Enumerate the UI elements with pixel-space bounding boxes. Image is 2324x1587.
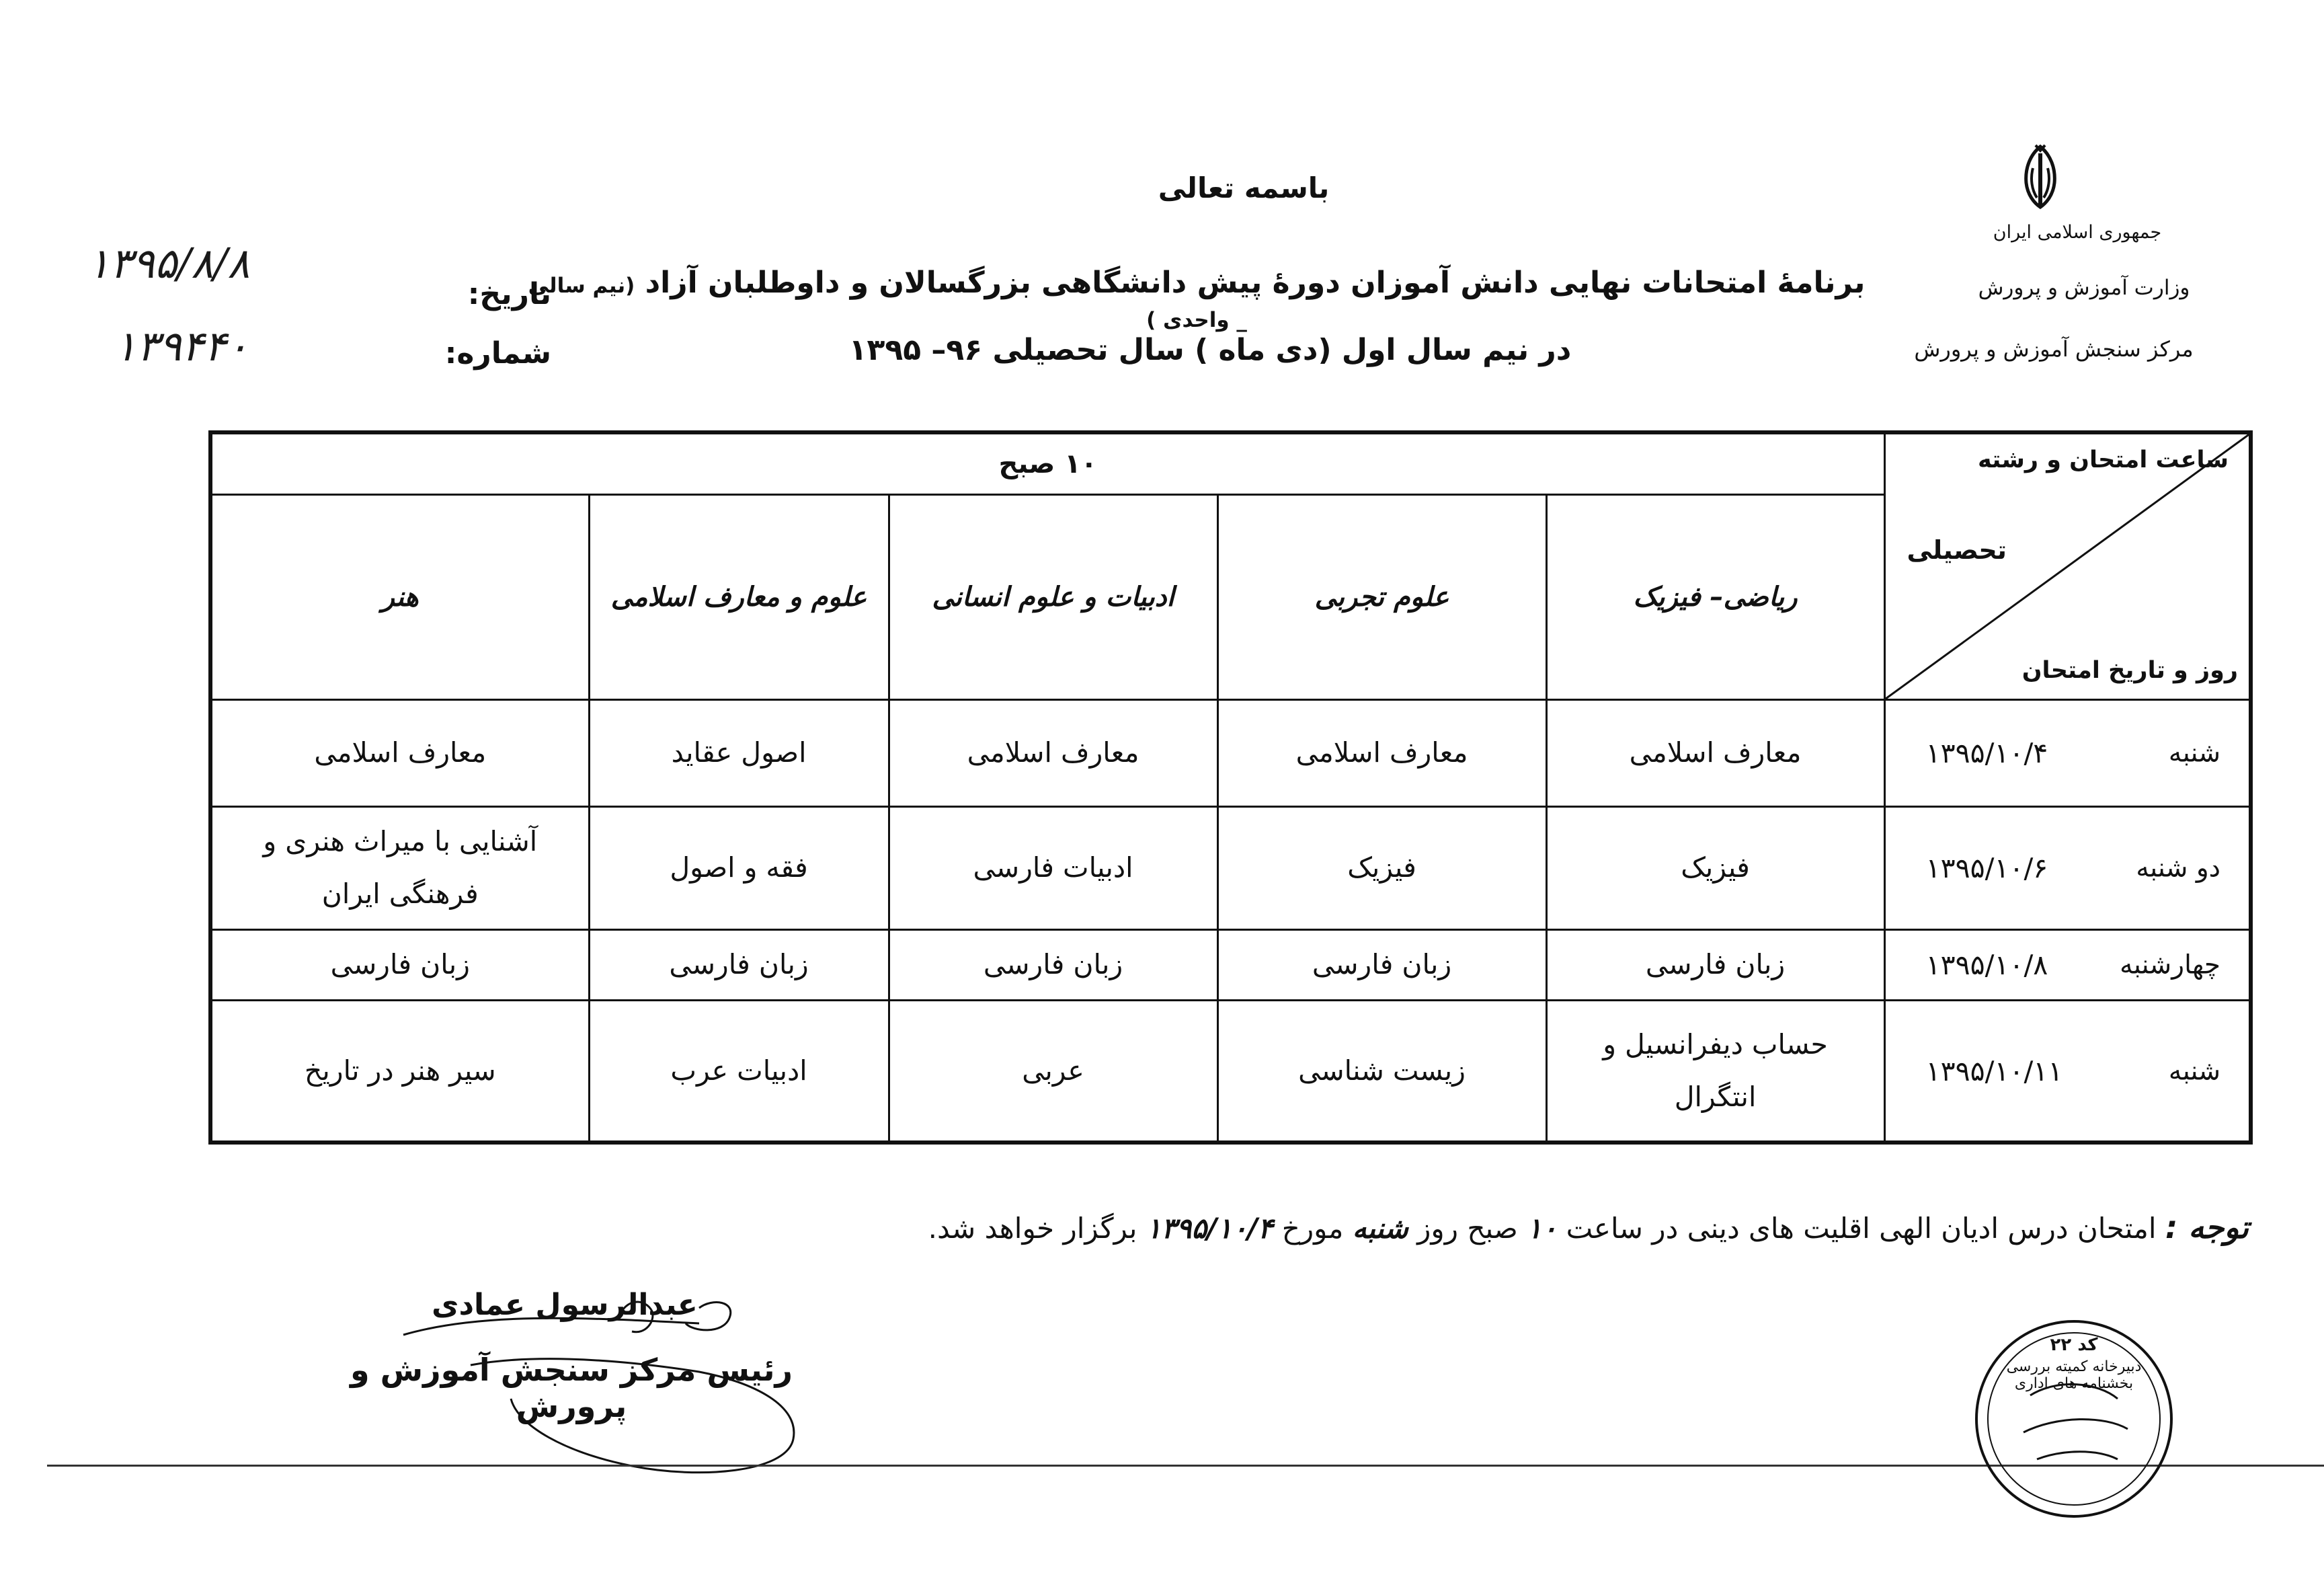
subject-cell: حساب دیفرانسیل و انتگرال [1546, 1001, 1884, 1143]
exam-day: چهارشنبه [2120, 950, 2221, 980]
bismillah: باسمه تعالی [1158, 171, 1330, 204]
exam-day: شنبه [2168, 738, 2221, 769]
subject-cell: معارف اسلامی [1546, 700, 1884, 807]
subject-cell: زبان فارسی [589, 929, 889, 1001]
iran-emblem-icon [2010, 141, 2071, 215]
subject-cell: سیر هنر در تاریخ [210, 1001, 589, 1143]
signer-title: رئیس مرکز سنجش آموزش و پرورش [350, 1352, 793, 1424]
number-label: شماره: [444, 336, 551, 371]
day-date-cell [1884, 700, 2251, 807]
date-label: تاریخ: [467, 277, 551, 311]
day-date-cell [1884, 1001, 2251, 1143]
subject-cell: اصول عقاید [589, 700, 889, 807]
table-row [210, 929, 2251, 1001]
subject-cell: آشنایی با میراث هنری و فرهنگی ایران [210, 806, 589, 929]
exam-date: ۱۳۹۵/۱۰/۶ [1925, 851, 2048, 884]
center-name: مرکز سنجش آموزش و پرورش [1914, 336, 2194, 362]
subject-cell: زبان فارسی [1546, 929, 1884, 1001]
major-header: هنر [210, 495, 589, 700]
gov-title: جمهوری اسلامی ایران [1993, 222, 2162, 243]
title-main: برنامۀ امتحانات نهایی دانش آموزان دورۀ پیش دانشگاهی بزرگسالان و داوطلبان آزاد [645, 266, 1866, 300]
date-value: ۱۳۹۵/۸/۸ [87, 239, 250, 288]
page-subtitle: در نیم سال اول (دی ماه ) سال تحصیلی ۹۶– ۱۳۹۵ [848, 333, 1572, 367]
note-hour: ۱۰ [1527, 1212, 1558, 1245]
subject-cell: زیست شناسی [1217, 1001, 1546, 1143]
subject-cell: معارف اسلامی [1217, 700, 1546, 807]
stamp-code: کد ۲۲ [2050, 1335, 2098, 1355]
note-date: ۱۳۹۵/۱۰/۴ [1146, 1212, 1273, 1245]
subject-cell: زبان فارسی [210, 929, 589, 1001]
signer-name: عبدالرسول عمادی [432, 1288, 698, 1322]
subject-cell: فیزیک [1217, 806, 1546, 929]
table-corner-header [1884, 432, 2251, 700]
ministry-name: وزارت آموزش و پرورش [1978, 276, 2190, 300]
exam-date: ۱۳۹۵/۱۰/۴ [1925, 736, 2048, 769]
subject-cell: زبان فارسی [1217, 929, 1546, 1001]
exam-day: شنبه [2168, 1056, 2221, 1087]
major-header: علوم تجربی [1217, 495, 1546, 700]
major-header: ریاضی– فیزیک [1546, 495, 1884, 700]
note-text-c: مورخ [1281, 1212, 1344, 1245]
note-day: شنبه [1352, 1212, 1408, 1245]
day-date-cell [1884, 806, 2251, 929]
day-date-cell [1884, 929, 2251, 1001]
major-header: علوم و معارف اسلامی [589, 495, 889, 700]
exam-date: ۱۳۹۵/۱۰/۸ [1925, 949, 2048, 982]
note-text-b: صبح روز [1417, 1212, 1518, 1245]
subject-cell: معارف اسلامی [889, 700, 1217, 807]
page-title [524, 266, 1869, 334]
corner-label-top: ساعت امتحان و رشته [1977, 447, 2229, 473]
exam-date: ۱۳۹۵/۱۰/۱۱ [1925, 1054, 2063, 1087]
exam-schedule-table [208, 430, 2253, 1145]
major-header: ادبیات و علوم انسانی [889, 495, 1217, 700]
note-text-d: برگزار خواهد شد. [928, 1212, 1137, 1245]
subject-cell: زبان فارسی [889, 929, 1217, 1001]
corner-label-bottom: روز و تاریخ امتحان [2021, 657, 2239, 685]
subject-cell: معارف اسلامی [210, 700, 589, 807]
table-row [210, 806, 2251, 929]
stamp-text: دبیرخانه کمیته بررسی بخشنامه های اداری [2006, 1358, 2142, 1392]
number-value: ۱۳۹۴۴۰ [114, 321, 249, 371]
subject-cell: فقه و اصول [589, 806, 889, 929]
exam-day: دو شنبه [2136, 853, 2221, 884]
note-text-a: امتحان درس ادیان الهی اقلیت های دینی در ساعت [1566, 1212, 2157, 1245]
subject-cell: ادبیات فارسی [889, 806, 1217, 929]
table-row [210, 1001, 2251, 1143]
subject-cell: فیزیک [1546, 806, 1884, 929]
time-header: ۱۰ صبح [210, 432, 1884, 495]
title-paren: (نیم سالی _ واحدی ) [528, 274, 1247, 332]
corner-label-middle: تحصیلی [1907, 535, 2007, 565]
note-paragraph [605, 1204, 2249, 1251]
table-row [210, 700, 2251, 807]
note-label: توجه : [2165, 1209, 2249, 1245]
subject-cell: عربی [889, 1001, 1217, 1143]
subject-cell: ادبیات عرب [589, 1001, 889, 1143]
